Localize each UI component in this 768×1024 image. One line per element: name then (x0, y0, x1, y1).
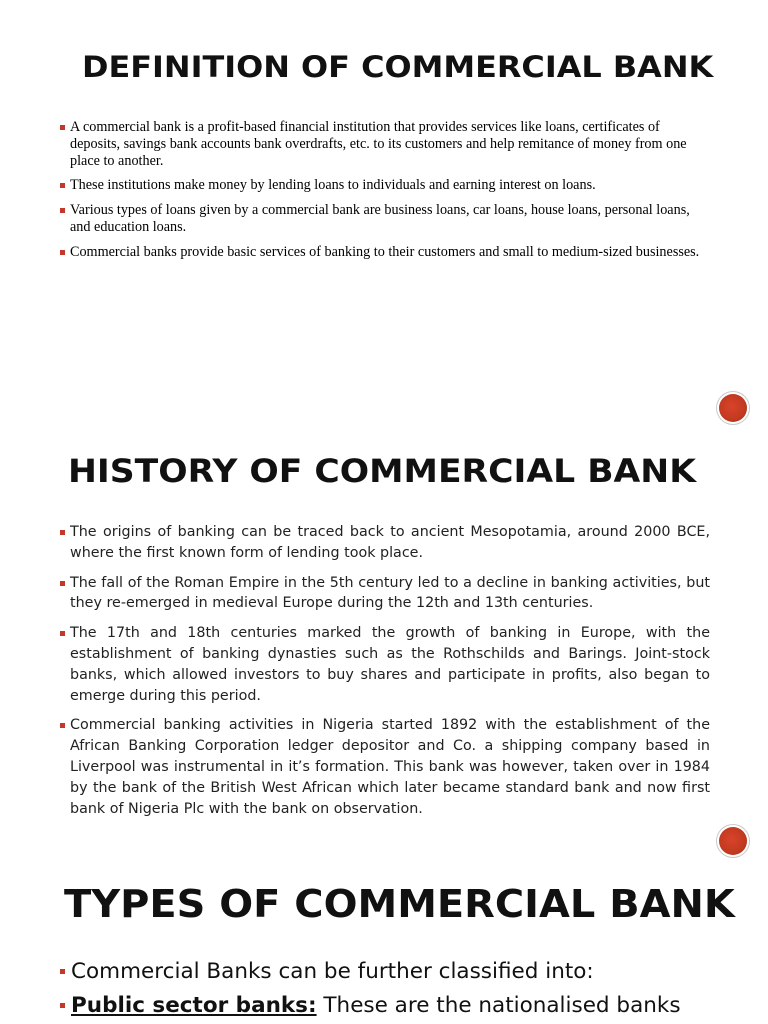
bullet-item: A commercial bank is a profit-based financial institution that provides services like loans, certificates of deposits, savings bank accounts bank overdrafts, etc. to its customers and help remitance of money from one place to another. (60, 119, 710, 169)
bullet-item: Commercial Banks can be further classified into: (60, 955, 720, 989)
bullet-item: The 17th and 18th centuries marked the growth of banking in Europe, with the establishment of banking dynasties such as the Rothschilds and Barings. Joint-stock banks, which allowed investors to buy shares and participate in profits, also began to emerge during this period. (60, 623, 710, 706)
bullet-item: Commercial banks provide basic services of banking to their customers and small to medium-sized businesses. (60, 244, 710, 261)
slide-3-title: TYPES OF COMMERCIAL BANK (64, 882, 735, 926)
bullet-item: These institutions make money by lending loans to individuals and earning interest on loans. (60, 177, 710, 194)
bullet-item: Various types of loans given by a commercial bank are business loans, car loans, house loans, personal loans, and education loans. (60, 202, 710, 236)
public-sector-label: Public sector banks: (71, 993, 317, 1018)
slide-nav-dot-icon[interactable] (719, 394, 747, 422)
slide-1-title: DEFINITION OF COMMERCIAL BANK (82, 50, 714, 84)
slide-nav-dot-icon[interactable] (719, 827, 747, 855)
bullet-item: The fall of the Roman Empire in the 5th century led to a decline in banking activities, but they re-emerged in medieval Europe during the 12th and 13th centuries. (60, 573, 710, 615)
bullet-item (60, 989, 720, 1023)
slide-2-bullet-list (60, 522, 710, 828)
slide-3-bullet-list (60, 955, 720, 1023)
public-sector-text: These are the nationalised banks (316, 993, 681, 1018)
slide-1-bullet-list (60, 119, 710, 269)
slide-2-title: HISTORY OF COMMERCIAL BANK (68, 452, 696, 490)
bullet-item: Commercial banking activities in Nigeria started 1892 with the establishment of the African Banking Corporation ledger depositor and Co. a shipping company based in Liverpool was instrumental in it’s formation. This bank was however, taken over in 1984 by the bank of the British West African which later became standard bank and now first bank of Nigeria Plc with the bank on observation. (60, 715, 710, 819)
bullet-item: The origins of banking can be traced back to ancient Mesopotamia, around 2000 BCE, where the first known form of lending took place. (60, 522, 710, 564)
